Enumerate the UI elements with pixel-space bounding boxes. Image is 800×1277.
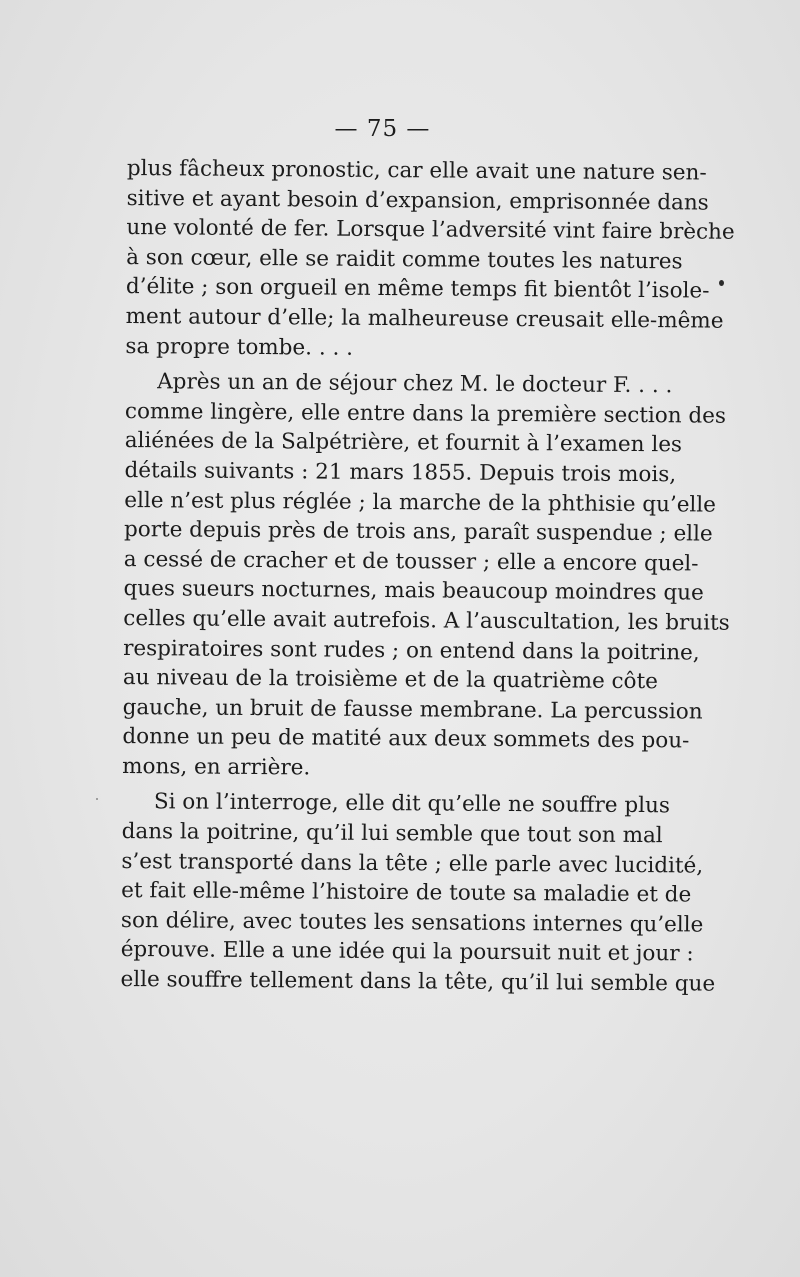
paragraph	[125, 154, 735, 365]
text-line: au niveau de la troisième et de la quatrième côte	[122, 665, 659, 695]
paragraph	[120, 787, 716, 998]
text-line: comme lingère, elle entre dans la première section des	[124, 398, 727, 429]
text-line: s’est transporté dans la tête ; elle parle avec lucidité,	[121, 848, 704, 879]
text-line: ment autour d’elle; la malheureuse creusait elle-même	[125, 303, 724, 334]
text-line: celles qu’elle avait autrefois. A l’auscultation, les bruits	[123, 605, 730, 636]
ink-speck	[719, 280, 724, 286]
ink-speck	[96, 798, 98, 800]
text-line: mons, en arrière.	[122, 753, 311, 781]
text-line: elle souffre tellement dans la tête, qu’il lui semble que	[120, 967, 716, 997]
text-line: son délire, avec toutes les sensations internes qu’elle	[120, 907, 704, 938]
text-line: elle n’est plus réglée ; la marche de la phthisie qu’elle	[124, 487, 717, 518]
text-line: et fait elle-même l’histoire de toute sa maladie et de	[121, 878, 692, 908]
text-line: dans la poitrine, qu’il lui semble que tout son mal	[121, 819, 663, 849]
text-line: sitive et ayant besoin d’expansion, emprisonnée dans	[126, 185, 709, 216]
page-number: — 75 —	[334, 116, 431, 142]
text-line: sa propre tombe. . . .	[125, 333, 354, 361]
text-line: éprouve. Elle a une idée qui la poursuit nuit et jour :	[120, 937, 694, 967]
text-line: d’élite ; son orgueil en même temps fit bientôt l’isole-	[125, 274, 710, 304]
ink-speck	[705, 620, 707, 622]
text-line: une volonté de fer. Lorsque l’adversité vint faire brèche	[126, 215, 735, 245]
text-line: plus fâcheux pronostic, car elle avait une nature sen-	[126, 155, 707, 186]
text-line: Après un an de séjour chez M. le docteur F. . . .	[157, 369, 673, 399]
text-line: respiratoires sont rudes ; on entend dans la poitrine,	[123, 635, 700, 666]
text-line: détails suivants : 21 mars 1855. Depuis trois mois,	[124, 457, 677, 488]
text-line: porte depuis près de trois ans, paraît suspendue ; elle	[123, 517, 713, 547]
text-line: donne un peu de matité aux deux sommets des pou-	[122, 724, 690, 754]
text-line: gauche, un bruit de fausse membrane. La percussion	[122, 694, 703, 725]
text-line: a cessé de cracher et de tousser ; elle a encore quel-	[123, 546, 699, 577]
text-line: à son cœur, elle se raidit comme toutes les natures	[126, 244, 683, 275]
paragraph	[122, 367, 730, 785]
text-line: Si on l’interroge, elle dit qu’elle ne souffre plus	[153, 789, 670, 819]
text-line: ques sueurs nocturnes, mais beaucoup moindres que	[123, 576, 704, 606]
body-text	[120, 154, 735, 999]
text-line: aliénées de la Salpétrière, et fournit à l’examen les	[124, 428, 683, 458]
